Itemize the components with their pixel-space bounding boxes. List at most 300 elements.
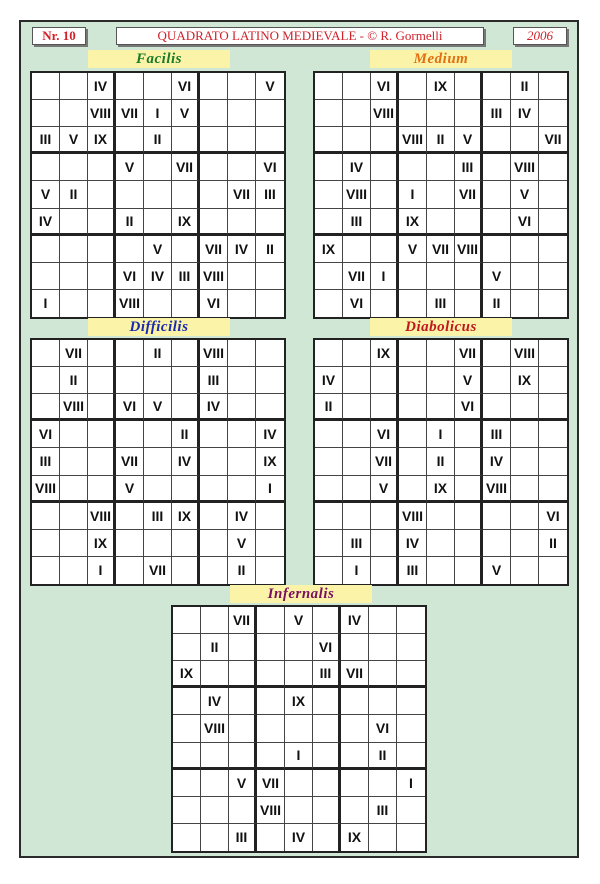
grid-cell[interactable]: IV [228, 236, 256, 263]
grid-cell[interactable] [201, 661, 229, 688]
grid-cell[interactable] [343, 73, 371, 100]
grid-cell[interactable] [539, 557, 567, 584]
grid-cell[interactable] [60, 263, 88, 290]
grid-cell[interactable]: III [343, 530, 371, 557]
grid-cell[interactable] [256, 394, 284, 421]
grid-cell[interactable] [257, 661, 285, 688]
grid-cell[interactable]: VIII [32, 476, 60, 503]
grid-cell[interactable]: V [229, 770, 257, 797]
grid-cell[interactable] [228, 340, 256, 367]
grid-cell[interactable] [315, 557, 343, 584]
grid-cell[interactable] [228, 154, 256, 181]
grid-cell[interactable] [172, 530, 200, 557]
grid-cell[interactable] [455, 263, 483, 290]
grid-cell[interactable]: VIII [60, 394, 88, 421]
grid-cell[interactable] [116, 181, 144, 208]
grid-cell[interactable]: II [60, 367, 88, 394]
grid-cell[interactable]: IX [371, 340, 399, 367]
grid-cell[interactable] [397, 797, 425, 824]
grid-cell[interactable] [60, 209, 88, 236]
grid-cell[interactable] [201, 743, 229, 770]
grid-cell[interactable] [399, 73, 427, 100]
grid-cell[interactable] [88, 209, 116, 236]
grid-cell[interactable]: VIII [200, 340, 228, 367]
grid-cell[interactable]: VII [116, 100, 144, 127]
grid-cell[interactable] [371, 209, 399, 236]
grid-cell[interactable] [369, 661, 397, 688]
grid-cell[interactable] [228, 421, 256, 448]
grid-cell[interactable]: IX [88, 530, 116, 557]
grid-cell[interactable] [201, 770, 229, 797]
grid-cell[interactable] [539, 100, 567, 127]
grid-cell[interactable]: VI [369, 715, 397, 742]
grid-cell[interactable] [539, 394, 567, 421]
grid-cell[interactable] [116, 557, 144, 584]
grid-cell[interactable]: II [201, 634, 229, 661]
grid-cell[interactable] [173, 634, 201, 661]
grid-cell[interactable] [172, 290, 200, 317]
grid-cell[interactable] [116, 236, 144, 263]
grid-cell[interactable] [201, 797, 229, 824]
grid-cell[interactable] [539, 476, 567, 503]
grid-cell[interactable] [228, 209, 256, 236]
grid-cell[interactable] [88, 263, 116, 290]
grid-cell[interactable] [229, 661, 257, 688]
grid-cell[interactable] [144, 209, 172, 236]
grid-cell[interactable] [397, 661, 425, 688]
grid-cell[interactable] [455, 503, 483, 530]
grid-cell[interactable] [60, 154, 88, 181]
grid-cell[interactable]: VII [200, 236, 228, 263]
grid-cell[interactable] [116, 367, 144, 394]
grid-cell[interactable]: IV [315, 367, 343, 394]
grid-cell[interactable] [144, 73, 172, 100]
grid-cell[interactable]: V [228, 530, 256, 557]
grid-cell[interactable]: IV [228, 503, 256, 530]
grid-cell[interactable] [201, 824, 229, 851]
grid-cell[interactable] [172, 340, 200, 367]
grid-cell[interactable] [257, 607, 285, 634]
grid-cell[interactable] [32, 530, 60, 557]
grid-cell[interactable] [201, 607, 229, 634]
grid-cell[interactable] [257, 715, 285, 742]
grid-cell[interactable] [371, 290, 399, 317]
grid-cell[interactable]: II [60, 181, 88, 208]
grid-cell[interactable] [483, 236, 511, 263]
grid-cell[interactable] [285, 770, 313, 797]
grid-cell[interactable] [200, 209, 228, 236]
grid-cell[interactable]: VII [60, 340, 88, 367]
grid-cell[interactable] [172, 236, 200, 263]
grid-cell[interactable]: VI [116, 394, 144, 421]
grid-cell[interactable] [341, 715, 369, 742]
grid-cell[interactable]: V [483, 557, 511, 584]
grid-cell[interactable] [88, 448, 116, 475]
grid-cell[interactable] [455, 421, 483, 448]
grid-cell[interactable] [343, 448, 371, 475]
grid-cell[interactable]: VI [116, 263, 144, 290]
grid-cell[interactable] [483, 503, 511, 530]
grid-cell[interactable]: IV [511, 100, 539, 127]
grid-cell[interactable] [455, 209, 483, 236]
grid-cell[interactable] [511, 263, 539, 290]
grid-cell[interactable]: I [399, 181, 427, 208]
grid-cell[interactable] [60, 421, 88, 448]
grid-cell[interactable]: II [427, 127, 455, 154]
grid-cell[interactable]: IX [172, 503, 200, 530]
grid-cell[interactable] [315, 476, 343, 503]
grid-cell[interactable] [229, 715, 257, 742]
grid-cell[interactable] [228, 394, 256, 421]
grid-cell[interactable] [200, 127, 228, 154]
grid-cell[interactable] [369, 770, 397, 797]
grid-cell[interactable] [285, 634, 313, 661]
grid-cell[interactable] [483, 394, 511, 421]
grid-cell[interactable] [483, 367, 511, 394]
grid-cell[interactable] [399, 421, 427, 448]
grid-cell[interactable] [341, 770, 369, 797]
grid-cell[interactable] [144, 181, 172, 208]
grid-cell[interactable] [200, 154, 228, 181]
grid-cell[interactable]: V [511, 181, 539, 208]
grid-cell[interactable]: II [144, 340, 172, 367]
grid-cell[interactable] [483, 73, 511, 100]
grid-cell[interactable]: V [483, 263, 511, 290]
grid-cell[interactable] [172, 394, 200, 421]
grid-cell[interactable]: V [455, 367, 483, 394]
grid-cell[interactable]: VIII [483, 476, 511, 503]
grid-cell[interactable] [32, 236, 60, 263]
grid-cell[interactable] [399, 476, 427, 503]
grid-cell[interactable] [173, 715, 201, 742]
grid-cell[interactable] [32, 503, 60, 530]
grid-cell[interactable] [455, 530, 483, 557]
grid-cell[interactable] [455, 476, 483, 503]
grid-cell[interactable]: IX [427, 476, 455, 503]
grid-cell[interactable]: VIII [511, 340, 539, 367]
grid-cell[interactable] [200, 73, 228, 100]
grid-cell[interactable]: I [397, 770, 425, 797]
grid-cell[interactable] [228, 476, 256, 503]
grid-cell[interactable]: VIII [88, 503, 116, 530]
grid-cell[interactable] [371, 236, 399, 263]
grid-cell[interactable] [427, 340, 455, 367]
grid-cell[interactable]: V [116, 476, 144, 503]
grid-cell[interactable]: III [32, 448, 60, 475]
grid-cell[interactable] [144, 448, 172, 475]
grid-cell[interactable] [343, 236, 371, 263]
grid-cell[interactable]: III [399, 557, 427, 584]
grid-cell[interactable] [313, 797, 341, 824]
grid-cell[interactable] [200, 530, 228, 557]
grid-cell[interactable] [483, 127, 511, 154]
grid-cell[interactable]: VII [116, 448, 144, 475]
grid-cell[interactable] [343, 394, 371, 421]
grid-cell[interactable] [228, 73, 256, 100]
grid-cell[interactable]: I [371, 263, 399, 290]
grid-cell[interactable] [60, 530, 88, 557]
grid-cell[interactable]: VII [427, 236, 455, 263]
grid-cell[interactable]: V [172, 100, 200, 127]
grid-cell[interactable] [343, 127, 371, 154]
grid-cell[interactable] [315, 340, 343, 367]
grid-cell[interactable] [371, 503, 399, 530]
grid-cell[interactable] [256, 530, 284, 557]
grid-cell[interactable] [455, 448, 483, 475]
grid-cell[interactable]: VII [455, 340, 483, 367]
grid-cell[interactable]: VIII [511, 154, 539, 181]
grid-cell[interactable] [399, 263, 427, 290]
grid-cell[interactable]: VII [144, 557, 172, 584]
grid-cell[interactable]: III [229, 824, 257, 851]
grid-cell[interactable]: IX [315, 236, 343, 263]
grid-cell[interactable]: VII [343, 263, 371, 290]
grid-cell[interactable] [173, 770, 201, 797]
grid-cell[interactable] [371, 367, 399, 394]
grid-cell[interactable]: IV [172, 448, 200, 475]
grid-cell[interactable] [511, 557, 539, 584]
grid-cell[interactable] [483, 181, 511, 208]
grid-cell[interactable] [116, 340, 144, 367]
grid-cell[interactable] [257, 824, 285, 851]
grid-cell[interactable] [228, 448, 256, 475]
grid-cell[interactable] [285, 715, 313, 742]
grid-cell[interactable]: III [483, 100, 511, 127]
grid-cell[interactable] [399, 448, 427, 475]
grid-cell[interactable] [144, 476, 172, 503]
grid-cell[interactable]: II [116, 209, 144, 236]
grid-cell[interactable] [371, 557, 399, 584]
grid-cell[interactable] [343, 340, 371, 367]
grid-cell[interactable]: V [116, 154, 144, 181]
grid-cell[interactable] [88, 236, 116, 263]
grid-cell[interactable] [343, 503, 371, 530]
grid-cell[interactable] [256, 127, 284, 154]
grid-cell[interactable]: IX [399, 209, 427, 236]
grid-cell[interactable]: VIII [399, 127, 427, 154]
grid-cell[interactable]: II [539, 530, 567, 557]
grid-cell[interactable] [60, 290, 88, 317]
grid-cell[interactable] [60, 100, 88, 127]
grid-cell[interactable] [511, 394, 539, 421]
grid-cell[interactable] [427, 530, 455, 557]
grid-cell[interactable] [313, 607, 341, 634]
grid-cell[interactable]: IV [483, 448, 511, 475]
grid-cell[interactable] [116, 73, 144, 100]
grid-cell[interactable] [511, 290, 539, 317]
grid-cell[interactable] [369, 607, 397, 634]
grid-cell[interactable]: V [32, 181, 60, 208]
grid-cell[interactable]: VI [172, 73, 200, 100]
grid-cell[interactable]: VIII [201, 715, 229, 742]
grid-cell[interactable]: VIII [455, 236, 483, 263]
grid-cell[interactable] [341, 634, 369, 661]
grid-cell[interactable]: IV [399, 530, 427, 557]
grid-cell[interactable]: VI [256, 154, 284, 181]
grid-cell[interactable] [315, 73, 343, 100]
grid-cell[interactable]: VI [200, 290, 228, 317]
grid-cell[interactable]: IV [144, 263, 172, 290]
grid-cell[interactable]: II [369, 743, 397, 770]
grid-cell[interactable] [539, 290, 567, 317]
grid-cell[interactable]: VI [371, 73, 399, 100]
grid-cell[interactable] [88, 340, 116, 367]
grid-cell[interactable] [399, 367, 427, 394]
grid-cell[interactable] [539, 263, 567, 290]
grid-cell[interactable] [173, 688, 201, 715]
grid-cell[interactable] [371, 154, 399, 181]
grid-cell[interactable] [172, 557, 200, 584]
grid-cell[interactable]: IV [200, 394, 228, 421]
grid-cell[interactable]: I [343, 557, 371, 584]
grid-cell[interactable]: VIII [343, 181, 371, 208]
grid-cell[interactable] [200, 557, 228, 584]
grid-cell[interactable] [539, 154, 567, 181]
grid-cell[interactable] [315, 154, 343, 181]
grid-cell[interactable] [229, 688, 257, 715]
grid-cell[interactable] [369, 824, 397, 851]
grid-cell[interactable] [256, 340, 284, 367]
grid-cell[interactable] [427, 557, 455, 584]
grid-cell[interactable] [427, 394, 455, 421]
grid-cell[interactable] [483, 209, 511, 236]
grid-cell[interactable] [399, 340, 427, 367]
grid-cell[interactable] [483, 340, 511, 367]
grid-cell[interactable] [511, 503, 539, 530]
grid-cell[interactable] [397, 715, 425, 742]
grid-cell[interactable] [313, 688, 341, 715]
grid-cell[interactable]: VI [32, 421, 60, 448]
grid-cell[interactable] [427, 367, 455, 394]
grid-cell[interactable] [88, 181, 116, 208]
grid-cell[interactable] [399, 154, 427, 181]
grid-cell[interactable] [511, 236, 539, 263]
grid-cell[interactable] [229, 634, 257, 661]
grid-cell[interactable]: II [256, 236, 284, 263]
grid-cell[interactable] [313, 715, 341, 742]
grid-cell[interactable] [455, 100, 483, 127]
grid-cell[interactable]: IX [341, 824, 369, 851]
grid-cell[interactable] [32, 394, 60, 421]
grid-cell[interactable]: VI [455, 394, 483, 421]
grid-cell[interactable] [315, 421, 343, 448]
grid-cell[interactable]: II [483, 290, 511, 317]
grid-cell[interactable] [539, 340, 567, 367]
grid-cell[interactable] [483, 154, 511, 181]
grid-cell[interactable] [172, 476, 200, 503]
grid-cell[interactable] [172, 127, 200, 154]
grid-cell[interactable] [144, 154, 172, 181]
grid-cell[interactable] [228, 263, 256, 290]
grid-cell[interactable] [315, 263, 343, 290]
grid-cell[interactable] [399, 394, 427, 421]
grid-cell[interactable] [256, 367, 284, 394]
grid-cell[interactable] [60, 236, 88, 263]
grid-cell[interactable] [173, 797, 201, 824]
grid-cell[interactable] [511, 530, 539, 557]
grid-cell[interactable]: V [455, 127, 483, 154]
grid-cell[interactable]: III [483, 421, 511, 448]
grid-cell[interactable] [60, 476, 88, 503]
grid-cell[interactable] [228, 367, 256, 394]
grid-cell[interactable] [397, 688, 425, 715]
grid-cell[interactable]: IV [341, 607, 369, 634]
grid-cell[interactable] [200, 181, 228, 208]
grid-cell[interactable] [256, 209, 284, 236]
grid-cell[interactable] [511, 127, 539, 154]
grid-cell[interactable] [144, 367, 172, 394]
grid-cell[interactable]: III [172, 263, 200, 290]
grid-cell[interactable] [315, 503, 343, 530]
grid-cell[interactable] [511, 421, 539, 448]
grid-cell[interactable] [256, 100, 284, 127]
grid-cell[interactable]: V [399, 236, 427, 263]
grid-cell[interactable] [173, 824, 201, 851]
grid-cell[interactable] [200, 421, 228, 448]
grid-cell[interactable] [313, 743, 341, 770]
grid-cell[interactable] [257, 688, 285, 715]
grid-cell[interactable]: VI [371, 421, 399, 448]
grid-cell[interactable] [455, 557, 483, 584]
grid-cell[interactable]: V [285, 607, 313, 634]
grid-cell[interactable] [257, 634, 285, 661]
grid-cell[interactable] [455, 290, 483, 317]
grid-cell[interactable] [173, 607, 201, 634]
grid-cell[interactable]: I [144, 100, 172, 127]
grid-cell[interactable] [343, 476, 371, 503]
grid-cell[interactable] [399, 290, 427, 317]
grid-cell[interactable] [32, 154, 60, 181]
grid-cell[interactable] [511, 448, 539, 475]
grid-cell[interactable]: IV [285, 824, 313, 851]
grid-cell[interactable] [32, 557, 60, 584]
grid-cell[interactable] [427, 181, 455, 208]
grid-cell[interactable]: V [371, 476, 399, 503]
grid-cell[interactable]: VII [371, 448, 399, 475]
grid-cell[interactable] [371, 181, 399, 208]
grid-cell[interactable]: IV [88, 73, 116, 100]
grid-cell[interactable]: VI [313, 634, 341, 661]
grid-cell[interactable] [539, 421, 567, 448]
grid-cell[interactable] [116, 127, 144, 154]
grid-cell[interactable] [341, 743, 369, 770]
grid-cell[interactable]: II [511, 73, 539, 100]
grid-cell[interactable] [397, 607, 425, 634]
grid-cell[interactable] [256, 290, 284, 317]
grid-cell[interactable] [88, 476, 116, 503]
grid-cell[interactable] [315, 290, 343, 317]
grid-cell[interactable] [539, 209, 567, 236]
grid-cell[interactable]: II [144, 127, 172, 154]
grid-cell[interactable]: III [144, 503, 172, 530]
grid-cell[interactable] [200, 100, 228, 127]
grid-cell[interactable]: VII [341, 661, 369, 688]
grid-cell[interactable] [371, 394, 399, 421]
grid-cell[interactable] [32, 100, 60, 127]
grid-cell[interactable] [229, 743, 257, 770]
grid-cell[interactable]: VII [228, 181, 256, 208]
grid-cell[interactable] [315, 530, 343, 557]
grid-cell[interactable]: IX [173, 661, 201, 688]
grid-cell[interactable]: III [427, 290, 455, 317]
grid-cell[interactable]: VII [229, 607, 257, 634]
grid-cell[interactable] [427, 209, 455, 236]
grid-cell[interactable]: VI [511, 209, 539, 236]
grid-cell[interactable] [257, 743, 285, 770]
grid-cell[interactable]: IV [256, 421, 284, 448]
grid-cell[interactable] [343, 421, 371, 448]
grid-cell[interactable] [173, 743, 201, 770]
